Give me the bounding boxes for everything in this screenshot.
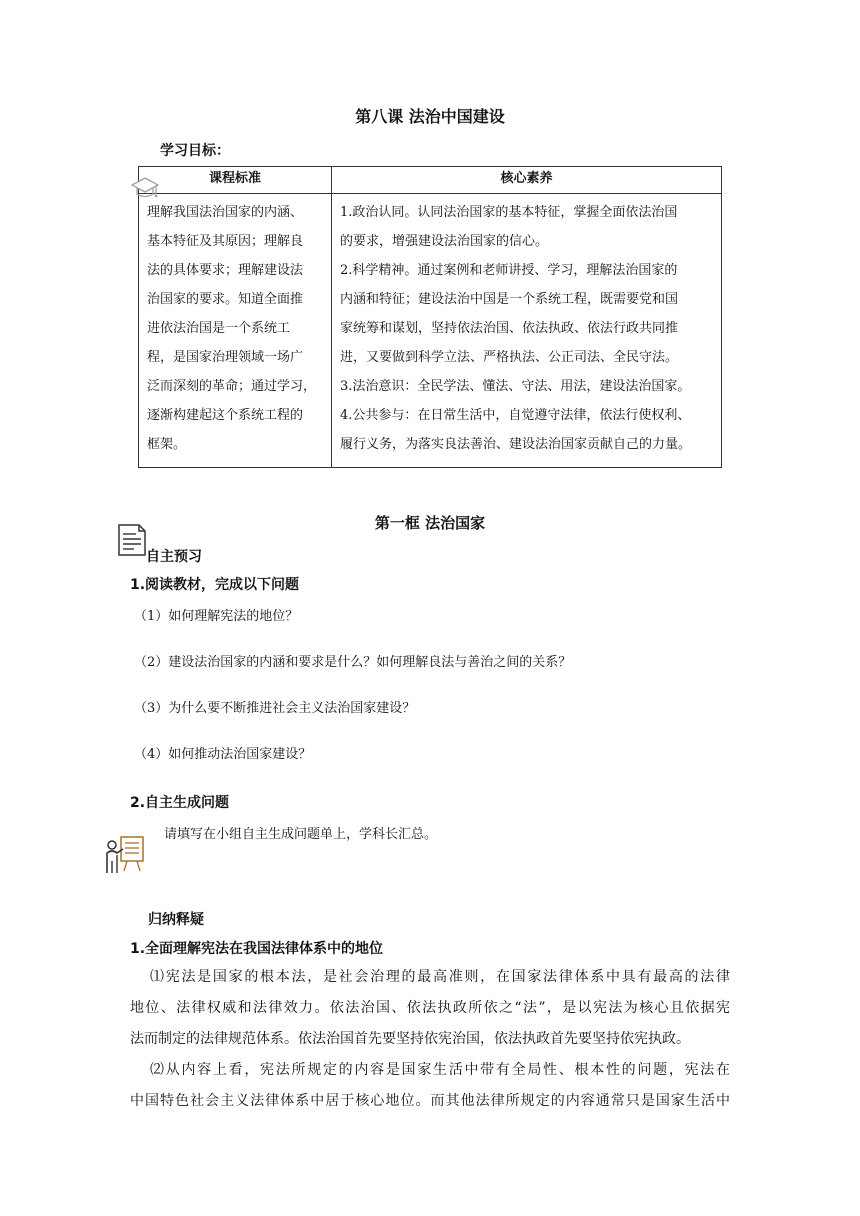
cell-line: 履行义务，为落实良法善治、建设法治国家贡献自己的力量。 [340,437,692,452]
question-item: （1）如何理解宪法的地位？ [134,609,299,624]
summary-heading: 1.全面理解宪法在我国法律体系中的地位 [130,941,384,957]
cell-line: 进依法治国是一个系统工 [147,321,291,336]
lesson-title: 第八课 法治中国建设 [355,107,505,126]
cell-line: 4.公共参与：在日常生活中，自觉遵守法律，依法行使权利、 [340,408,691,423]
goals-label: 学习目标： [160,143,230,159]
paragraph-2 [130,1055,730,1117]
q1-heading: 1.阅读教材，完成以下问题 [130,577,300,593]
goals-table-header-row [139,167,722,194]
graduation-cap-icon [130,174,160,204]
summary-label: 归纳释疑 [148,912,204,928]
core-literacy-cell [332,194,722,468]
teacher-board-icon [103,835,147,875]
section-title: 第一框 法治国家 [374,514,486,532]
cell-line: 框架。 [147,437,187,452]
question-item: （4）如何推动法治国家建设？ [134,747,312,762]
cell-line: 基本特征及其原因；理解良 [147,234,304,249]
cell-line: 程，是国家治理领域一场广 [147,350,304,365]
paragraph-line: 法而制定的法律规范体系。依法治国首先要坚持依宪治国，依法执政首先要坚持依宪执政。 [130,1031,690,1047]
q2-text: 请填写在小组自主生成问题单上，学科长汇总。 [164,827,438,842]
document-icon [114,523,150,557]
header-course-standard: 课程标准 [139,167,332,194]
question-item: （3）为什么要不断推进社会主义法治国家建设？ [134,701,416,716]
preview-label: 自主预习 [146,549,202,565]
cell-line: 3.法治意识：全民学法、懂法、守法、用法，建设法治国家。 [340,379,691,394]
paragraph-line: 中国特色社会主义法律体系中居于核心地位。而其他法律所规定的内容通常只是国家生活中 [130,1093,730,1109]
cell-line: 泛而深刻的革命；通过学习， [147,379,317,394]
cell-line: 2.科学精神。通过案例和老师讲授、学习，理解法治国家的 [340,263,678,278]
course-standard-cell [139,194,332,468]
header-core-literacy: 核心素养 [332,167,722,194]
paragraph-line: 地位、法律权威和法律效力。依法治国、依法执政所依之“法”，是以宪法为核心且依据宪 [130,1000,730,1016]
goals-table [138,166,722,468]
question-item: （2）建设法治国家的内涵和要求是什么？如何理解良法与善治之间的关系？ [134,655,572,670]
cell-line: 理解我国法治国家的内涵、 [147,205,304,220]
paragraph-line: ⑴宪法是国家的根本法，是社会治理的最高准则，在国家法律体系中具有最高的法律 [150,969,730,985]
q2-heading: 2.自主生成问题 [130,795,230,811]
cell-line: 家统筹和谋划，坚持依法治国、依法执政、依法行政共同推 [340,321,679,336]
cell-line: 进，又要做到科学立法、严格执法、公正司法、全民守法。 [340,350,679,365]
cell-line: 逐渐构建起这个系统工程的 [147,408,304,423]
cell-line: 内涵和特征；建设法治中国是一个系统工程，既需要党和国 [340,292,679,307]
cell-line: 治国家的要求。知道全面推 [147,292,304,307]
cell-line: 1.政治认同。认同法治国家的基本特征，掌握全面依法治国 [340,205,678,220]
cell-line: 法的具体要求；理解建设法 [147,263,304,278]
cell-line: 的要求，增强建设法治国家的信心。 [340,234,549,249]
paragraph-1 [130,962,730,1055]
goals-table-row [139,194,722,468]
paragraph-line: ⑵从内容上看，宪法所规定的内容是国家生活中带有全局性、根本性的问题，宪法在 [150,1062,730,1078]
